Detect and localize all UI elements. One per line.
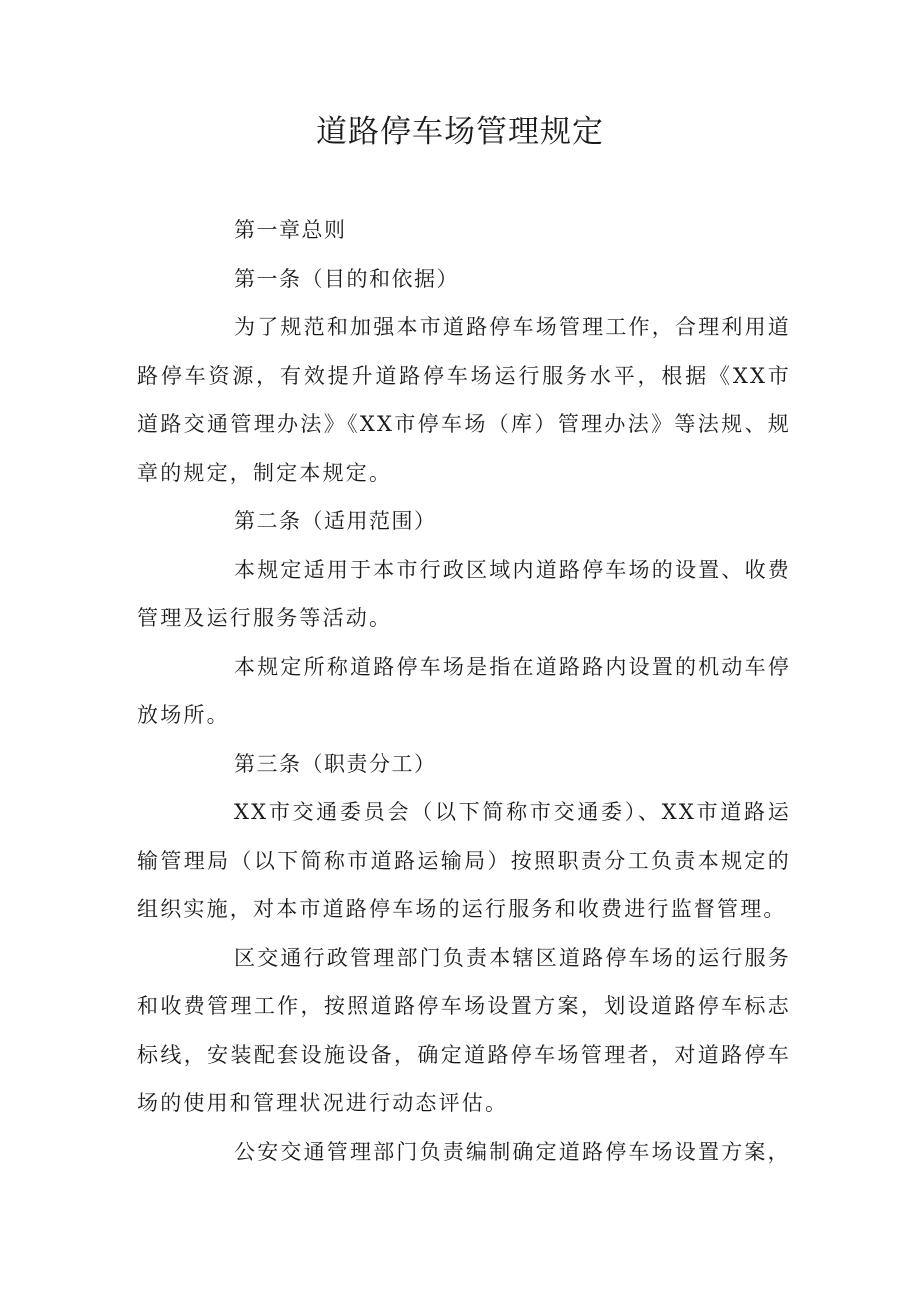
document-title: 道路停车场管理规定 [316, 114, 604, 150]
paragraph-2: 本规定适用于本市行政区域内道路停车场的设置、收费管理及运行服务等活动。 [137, 557, 791, 630]
article-heading-2: 第二条（适用范围） [234, 509, 437, 533]
paragraph-3: 本规定所称道路停车场是指在道路路内设置的机动车停放场所。 [137, 654, 791, 727]
paragraph-5: 区交通行政管理部门负责本辖区道路停车场的运行服务和收费管理工作，按照道路停车场设置方案，划设道路停车标志标线，安装配套设施设备，确定道路停车场管理者，对道路停车场的使用和管理状况进行动态评估。 [137, 945, 791, 1115]
document-body [137, 206, 791, 1176]
paragraph-4: XX市交通委员会（以下简称市交通委）、XX市道路运输管理局（以下简称市道路运输局）按照职责分工负责本规定的组织实施，对本市道路停车场的运行服务和收费进行监督管理。 [137, 800, 791, 921]
article-heading-3: 第三条（职责分工） [234, 751, 437, 776]
article-heading-1: 第一条（目的和依据） [234, 266, 459, 291]
paragraph-6: 公安交通管理部门负责编制确定道路停车场设置方案， [234, 1139, 791, 1164]
paragraph-1: 为了规范和加强本市道路停车场管理工作，合理利用道路停车资源，有效提升道路停车场运行服务水平，根据《XX市道路交通管理办法》《XX市停车场（库）管理办法》等法规、规章的规定，制定本规定。 [137, 315, 791, 485]
chapter-heading: 第一章总则 [234, 218, 347, 242]
